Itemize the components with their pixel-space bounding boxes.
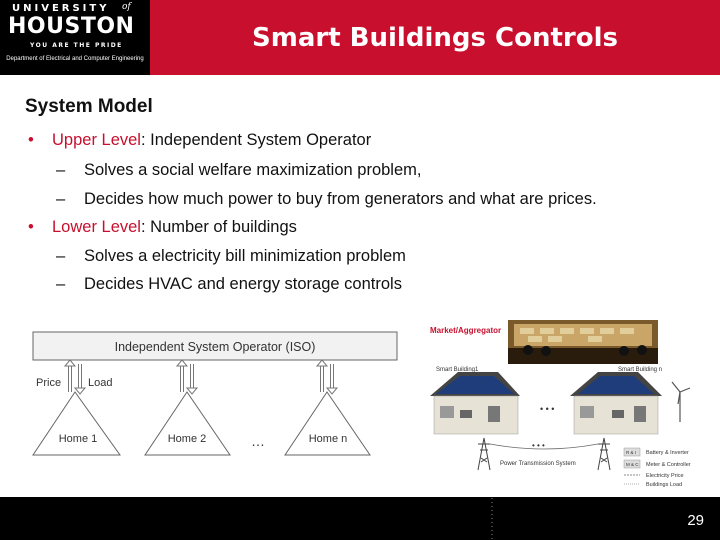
logo-tagline: YOU ARE THE PRIDE: [30, 42, 123, 49]
smart-grid-illustration: [428, 320, 712, 496]
legend-text: Electricity Price: [646, 473, 684, 479]
building1-label: Smart Building1: [436, 367, 479, 373]
buildings-dots: • • •: [540, 404, 555, 414]
illustration-legend: [624, 448, 691, 488]
wind-turbine-icon: [672, 382, 690, 422]
load-label: Load: [88, 377, 113, 389]
legend-text: Battery & Inverter: [646, 450, 689, 456]
header-bar: [0, 0, 720, 75]
department-name: Department of Electrical and Computer Engineering: [6, 56, 144, 62]
sub-bullet-text: Decides HVAC and energy storage controls: [84, 275, 402, 293]
transmission-label: Power Transmission System: [500, 461, 576, 467]
section-subtitle: System Model: [25, 96, 153, 117]
homes-ellipsis: …: [251, 433, 265, 449]
home-2-triangle: [145, 392, 230, 455]
legend-key: M & C: [626, 462, 639, 467]
legend-key: R & I: [626, 450, 637, 455]
dash-icon: –: [56, 275, 66, 293]
home-n-triangle: [285, 392, 370, 455]
bullet-label: Upper Level: [52, 131, 141, 149]
slide-title: Smart Buildings Controls: [252, 22, 618, 53]
tower-dots: • • •: [532, 441, 545, 450]
logo-houston-text: HOUSTON: [8, 14, 135, 39]
sub-bullet-text: Decides how much power to buy from generators and what are prices.: [84, 190, 597, 208]
building-n-label: Smart Building n: [618, 367, 663, 373]
bullet-text: : Number of buildings: [140, 218, 297, 236]
page-number: 29: [687, 512, 704, 529]
legend-text: Buildings Load: [646, 482, 683, 488]
footer-bar: [0, 497, 720, 540]
dash-icon: –: [56, 190, 66, 208]
sub-bullet-text: Solves a social welfare maximization problem,: [84, 161, 422, 179]
dash-icon: –: [56, 161, 66, 179]
bullet-dot-icon: •: [28, 218, 34, 236]
footer-dotted-line: [490, 498, 494, 540]
iso-label: Independent System Operator (ISO): [114, 340, 316, 354]
bullet-label: Lower Level: [52, 218, 141, 236]
home-2-label: Home 2: [167, 433, 207, 445]
bullet-text: : Independent System Operator: [140, 131, 372, 149]
sub-bullet-text: Solves a electricity bill minimization problem: [84, 247, 406, 265]
home-1-triangle: [33, 392, 120, 455]
bullet-dot-icon: •: [28, 131, 34, 149]
university-logo: [0, 0, 150, 75]
dash-icon: –: [56, 247, 66, 265]
home-n-label: Home n: [308, 433, 348, 445]
market-label: Market/Aggregator: [430, 326, 502, 335]
price-label: Price: [36, 377, 62, 389]
home-1-label: Home 1: [58, 433, 98, 445]
iso-homes-diagram: [30, 330, 400, 460]
logo-of-text: of: [122, 2, 131, 12]
logo-university-text: UNIVERSITY: [12, 3, 110, 14]
legend-text: Meter & Controller: [646, 462, 691, 468]
